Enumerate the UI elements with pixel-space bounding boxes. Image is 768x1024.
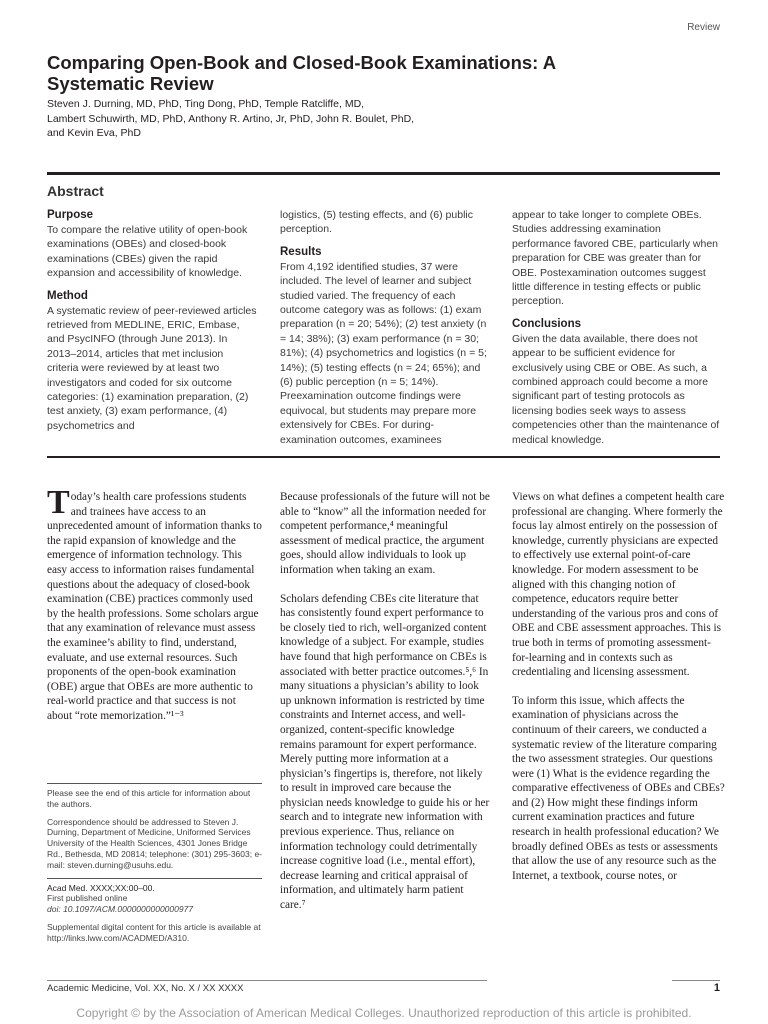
conclusions-heading: Conclusions xyxy=(512,317,582,330)
published-note: First published online xyxy=(47,893,128,904)
page-number: 1 xyxy=(713,982,720,994)
abstract-column-3 xyxy=(512,208,722,455)
article-title: Comparing Open-Book and Closed-Book Examinations: A Systematic Review xyxy=(47,52,556,94)
body-paragraph: Scholars defending CBEs cite literature that has consistently found expert performance to be closely tied to rich, well-organized content knowledge of a subject. For example, studies have found that high performance on CBEs is associated with better practice outcomes.⁵,⁶ In many situations a physician’s ability to look up unknown information is restricted by time constraints and Internet access, and well-organized, content-specific knowledge remains paramount for expert performance. Merely putting more information at a physician’s fingertips is, therefore, not likely to result in improved care because the physician needs knowledge to guide his or her search and to integrate new information with previous experience. Thus, reliance on information technology could detrimentally increase cognitive load (i.e., mental effort), decrease learning and critical appraisal of information, and ultimately harm patient care.⁷ xyxy=(280,592,490,912)
abstract-column-2 xyxy=(280,208,490,455)
copyright-notice: Copyright © by the Association of American Medical Colleges. Unauthorized reproduction of this article is prohibited. xyxy=(76,1006,692,1020)
author-info-note: Please see the end of this article for information about the authors. xyxy=(47,788,251,809)
footer-rule xyxy=(47,980,487,981)
purpose-text: To compare the relative utility of open-book examinations (OBEs) and closed-book examinations (CBEs) given the rapid expansion and accessibility of knowledge. xyxy=(47,224,248,280)
body-column-2 xyxy=(280,490,490,927)
results-text: From 4,192 identified studies, 37 were included. The level of learner and subject studied varied. The frequency of each outcome category was as follows: (1) exam preparation (n = 20; 54%); (2) test anxiety (n = 14; 38%); (3) exam performance (n = 30; 81%); (4) psychometrics and logistics (n = 5; 14%); (5) testing effects (n = 24; 65%); and (6) public perception (n = 5; 14%). Preexamination outcome findings were equivocal, but students may prepare more extensively for CBEs. For during-examination outcomes, examinees xyxy=(280,260,487,446)
article-notes xyxy=(47,783,262,951)
abstract-column-1 xyxy=(47,208,257,441)
correspondence-note: Correspondence should be addressed to Steven J. Durning, Department of Medicine, Uniformed Services University of the Health Sciences, 4301 Jones Bridge Rd., Bethesda, MD 20814; telephone: (301) 295-3603; e-mail: steven.durning@usuhs.edu. xyxy=(47,816,263,870)
drop-cap: T xyxy=(47,484,70,521)
section-label: Review xyxy=(687,22,720,33)
method-heading: Method xyxy=(47,289,88,302)
author-list xyxy=(47,97,647,141)
supplemental-note: Supplemental digital content for this article is available at http://links.lww.com/ACADMED/A310. xyxy=(47,921,261,943)
abstract-heading: Abstract xyxy=(47,183,104,199)
body-column-1 xyxy=(47,484,262,738)
intro-paragraph-text: oday’s health care professions students and trainees have access to an unprecedented amount of information thanks to the rapid expansion of knowledge and the emergence of information technology. This easy access to information raises fundamental questions about the adequacy of closed-book examination (CBE) practices commonly used by the health professions. Some scholars argue that any examination of relevance must assess the examinee’s ability to find, understand, evaluate, and use external resources. Such proponents of the open-book examination (OBE) argue that OBEs are more authentic to real-world practice and that success is not about “rote memorization.”¹⁻³ xyxy=(47,491,262,722)
body-paragraph: Because professionals of the future will not be able to “know” all the information needed for competent performance,⁴ meaningful assessment of medical practice, the argument goes, should allow individuals to look up information when taking an exam. xyxy=(280,491,490,576)
author-line-1: Steven J. Durning, MD, PhD, Ting Dong, PhD, Temple Ratcliffe, MD, xyxy=(47,98,365,110)
method-text-continued: logistics, (5) testing effects, and (6) public perception. xyxy=(280,209,473,236)
doi: doi: 10.1097/ACM.0000000000000977 xyxy=(47,904,194,915)
body-column-3 xyxy=(512,490,727,897)
body-paragraph: Views on what defines a competent health care professional are changing. Where formerly the focus lay almost entirely on the possession of knowledge, currently physicians are expected to effectively use external point-of-care knowledge. For modern assessment to be aligned with this changing notion of competence, educators require better understanding of the various pros and cons of OBE and CBE assessment approaches. This is true both in terms of promoting assessment-for-learning and in contexts such as credentialing and licensing assessment. xyxy=(512,491,725,679)
journal-footer: Academic Medicine, Vol. XX, No. X / XX XXXX xyxy=(47,983,244,994)
results-text-continued: appear to take longer to complete OBEs. Studies addressing examination performance favored CBE, particularly when preparation for CBE was greater than for OBE. Postexamination outcomes suggest little difference in testing effects or public perception. xyxy=(512,209,719,308)
footer-rule-right xyxy=(672,980,720,981)
body-paragraph: To inform this issue, which affects the examination of physicians across the continuum of their careers, we conducted a systematic review of the literature comparing the two assessment strategies. Our questions were (1) What is the evidence regarding the comparative effectiveness of OBEs and CBEs? and (2) How might these findings inform current examination practices and future research in health professional education? We broadly defined OBEs as tests or assessments that allow the use of any resource such as the Internet, a textbook, course notes, or xyxy=(512,694,725,882)
author-line-3: and Kevin Eva, PhD xyxy=(47,127,141,139)
conclusions-text: Given the data available, there does not appear to be sufficient evidence for exclusively using CBE or OBE. As such, a combined approach could become a more significant part of testing protocols as licensing bodies seek ways to assess competencies other than the maintenance of medical knowledge. xyxy=(512,332,720,446)
intro-paragraph xyxy=(47,484,262,724)
abstract-bottom-rule xyxy=(47,456,720,458)
abstract-top-rule xyxy=(47,172,720,175)
method-text: A systematic review of peer-reviewed articles retrieved from MEDLINE, ERIC, Embase, and PsycINFO (through June 2013). In 2013–2014, articles that met inclusion criteria were reviewed by at least two investigators and coded for six outcome categories: (1) examination preparation, (2) test anxiety, (3) exam performance, (4) psychometrics and xyxy=(47,304,257,432)
results-heading: Results xyxy=(280,245,322,258)
notes-divider xyxy=(47,878,262,879)
citation: Acad Med. XXXX;XX:00–00. xyxy=(47,882,155,893)
author-line-2: Lambert Schuwirth, MD, PhD, Anthony R. Artino, Jr, PhD, John R. Boulet, PhD, xyxy=(47,112,415,125)
purpose-heading: Purpose xyxy=(47,209,94,221)
